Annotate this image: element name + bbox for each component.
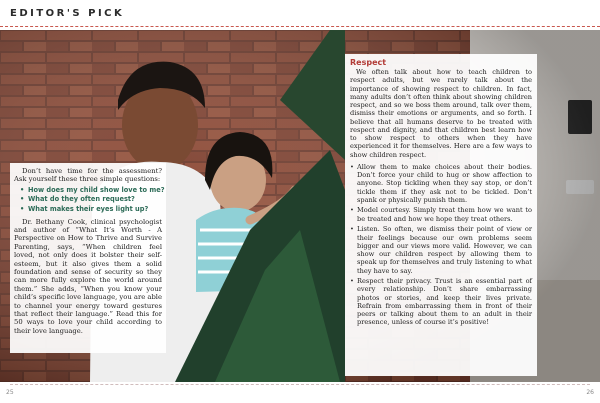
respect-panel [345, 54, 537, 376]
header-rule [0, 26, 600, 27]
tip-text: Listen. So often, we dismiss their point of view or their feelings because our own problems seem bigger and our views more valid. However, we can show our children respect by allowing them to speak up for themselves and truly listening to what they have to say. [357, 225, 532, 275]
questions-intro: Don’t have time for the assessment? Ask yourself these three simple questions: [14, 167, 162, 184]
footer-rule [10, 384, 590, 385]
question-text: How does my child show love to me? [28, 185, 165, 194]
bullet-icon: • [20, 195, 25, 204]
page-number-right: 26 [586, 389, 594, 396]
respect-tips-list [350, 163, 532, 327]
page-footer [0, 382, 600, 403]
respect-heading: Respect [350, 58, 387, 67]
questions-list [14, 185, 165, 215]
tip-item [350, 163, 532, 204]
bullet-icon: • [20, 185, 25, 194]
tip-text: Respect their privacy. Trust is an essential part of every relationship. Don’t share embarrassing photos or stories, and keep their lives private. Refrain from embarrassing them in front of their peers or talking about them to an adult in their presence, unless of course it’s positive! [357, 277, 532, 327]
bullet-icon: • [350, 225, 354, 234]
tip-item [350, 225, 532, 275]
page-number-left: 25 [6, 389, 14, 396]
tip-text: Model courtesy. Simply treat them how we want to be treated and how we hope they treat others. [357, 206, 532, 223]
tip-item [350, 277, 532, 327]
question-text: What makes their eyes light up? [28, 205, 149, 213]
respect-intro: We often talk about how to teach children to respect adults, but we rarely talk about the importance of showing respect to children. In fact, many adults don’t often think about showing children respect, and so we boss them around, talk over them, dismiss their emotions or arguments, and so forth. I believe that all humans deserve to be treated with respect and dignity, and that children best learn how to show respect to others when they have experienced it for themselves. Here are a few ways to show children respect. [350, 68, 532, 159]
page-header [0, 0, 600, 30]
question-item [20, 205, 162, 215]
bullet-icon: • [350, 277, 354, 286]
quote-paragraph: Dr. Bethany Cook, clinical psychologist and author of “What It’s Worth - A Perspective on How to Thrive and Survive Parenting, says, “When children feel loved, not only does it bolster their self-esteem, but it also gives them a solid foundation and sense of security so they can more fully explore the world around them.” She adds, “When you know your child’s specific love language, you are able to channel your energy toward gestures that reflect their language.” Read this for 50 ways to love your child according to their love language. [14, 217, 162, 335]
tip-text: Allow them to make choices about their bodies. Don’t force your child to hug or show affection to anyone. Stop tickling when they say stop, or don’t tickle them if they ask not to be tickled. Don’t spank or physically punish them. [357, 162, 532, 204]
bullet-icon: • [350, 206, 354, 215]
bullet-icon: • [350, 162, 354, 171]
section-label: EDITOR'S PICK [10, 8, 125, 19]
question-text: What do they often request? [28, 195, 135, 204]
question-item [20, 185, 165, 196]
questions-panel [10, 163, 166, 353]
question-item [20, 195, 162, 205]
tip-item [350, 206, 532, 223]
bullet-icon: • [20, 205, 25, 213]
